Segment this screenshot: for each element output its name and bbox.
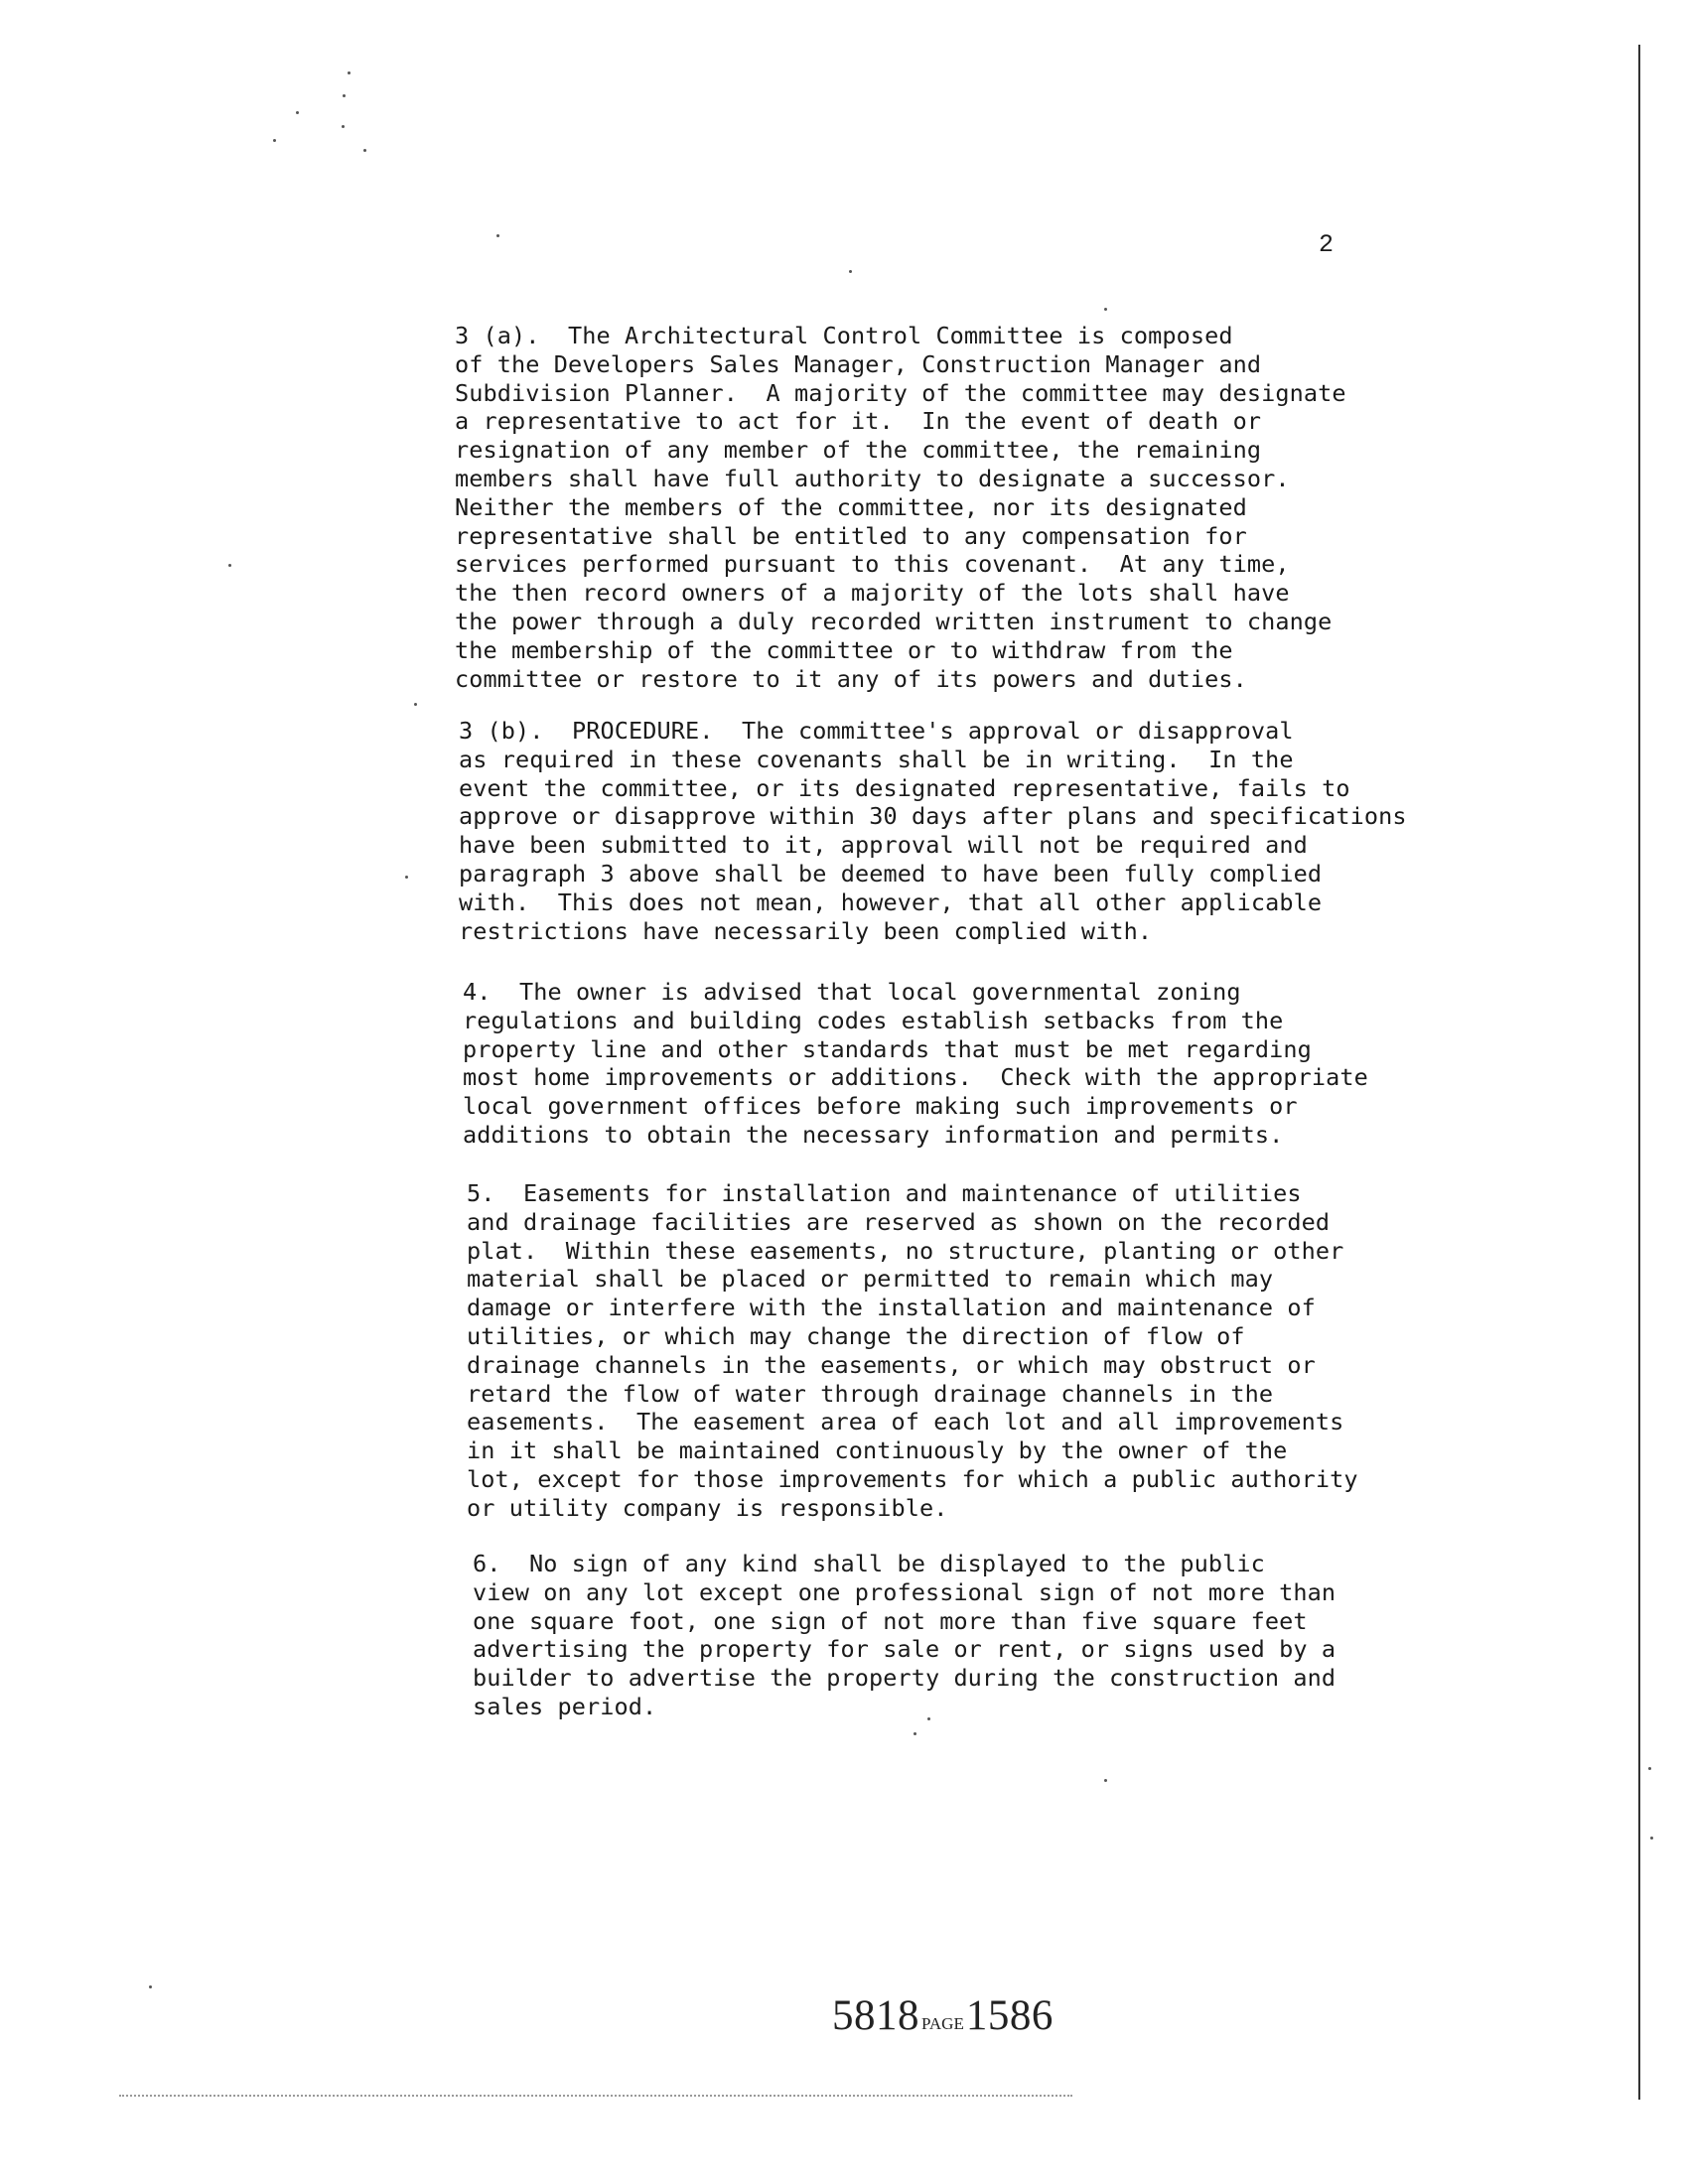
scan-edge-rule (1638, 45, 1640, 2100)
page-reference-number: 1586 (965, 1992, 1054, 2039)
page-number: 2 (1319, 230, 1335, 259)
paragraph-3b: 3 (b). PROCEDURE. The committee's approval or disapproval as required in these covenants shall be in writing. In the event the committee, or its designated representative, fails to approve or disapprove within 30 days after plans and specifications have been submitted to it, approval will not be required and paragraph 3 above shall be deemed to have been fully complied with. This does not mean, however, that all other applicable restrictions have necessarily been complied with. (459, 717, 1407, 945)
scan-speck (343, 94, 346, 97)
scan-speck (149, 1985, 152, 1988)
scan-speck (914, 1732, 916, 1735)
scan-speck (405, 876, 408, 879)
scan-speck (363, 149, 366, 152)
scan-speck (342, 125, 345, 128)
scan-bottom-noise (119, 2095, 1072, 2097)
scan-speck (296, 111, 299, 114)
scan-speck (228, 564, 231, 567)
scan-speck (1650, 1837, 1653, 1840)
scan-speck (1104, 308, 1107, 311)
scan-speck (496, 234, 499, 237)
paragraph-4: 4. The owner is advised that local governmental zoning regulations and building codes establish setbacks from the property line and other standards that must be met regarding most home improvements or additions. Check with the appropriate local government offices before making such improvements or additions to obtain the necessary information and permits. (463, 978, 1368, 1149)
page-label: PAGE (921, 2014, 964, 2033)
paragraph-5: 5. Easements for installation and maintenance of utilities and drainage facilities are reserved as shown on the recorded plat. Within these easements, no structure, planting or other material shall be placed or permitted to remain which may damage or interfere with the installation and maintenance of utilities, or which may change the direction of flow of drainage channels in the easements, or which may obstruct or retard the flow of water through drainage channels in the easements. The easement area of each lot and all improvements in it shall be maintained continuously by the owner of the lot, except for those improvements for which a public authority or utility company is responsible. (467, 1179, 1358, 1522)
paragraph-6: 6. No sign of any kind shall be displayed to the public view on any lot except one professional sign of not more than one square foot, one sign of not more than five square feet advertising the property for sale or rent, or signs used by a builder to advertise the property during the construction and sales period. (473, 1550, 1336, 1720)
scan-speck (927, 1717, 930, 1720)
scan-speck (849, 270, 852, 273)
scan-speck (1648, 1767, 1651, 1770)
scan-speck (348, 71, 351, 74)
book-page-reference (832, 1991, 1054, 2040)
paragraph-3a: 3 (a). The Architectural Control Committee is composed of the Developers Sales Manager, Construction Manager and Subdivision Planner. A majority of the committee may designate a representative to act for it. In the event of death or resignation of any member of the committee, the remaining members shall have full authority to designate a successor. Neither the members of the committee, nor its designated representative shall be entitled to any compensation for services performed pursuant to this covenant. At any time, the then record owners of a majority of the lots shall have the power through a duly recorded written instrument to change the membership of the committee or to withdraw from the committee or restore to it any of its powers and duties. (455, 322, 1346, 693)
scan-speck (273, 139, 276, 142)
scan-speck (414, 703, 417, 706)
scan-speck (1104, 1779, 1107, 1782)
book-number: 5818 (832, 1992, 919, 2039)
